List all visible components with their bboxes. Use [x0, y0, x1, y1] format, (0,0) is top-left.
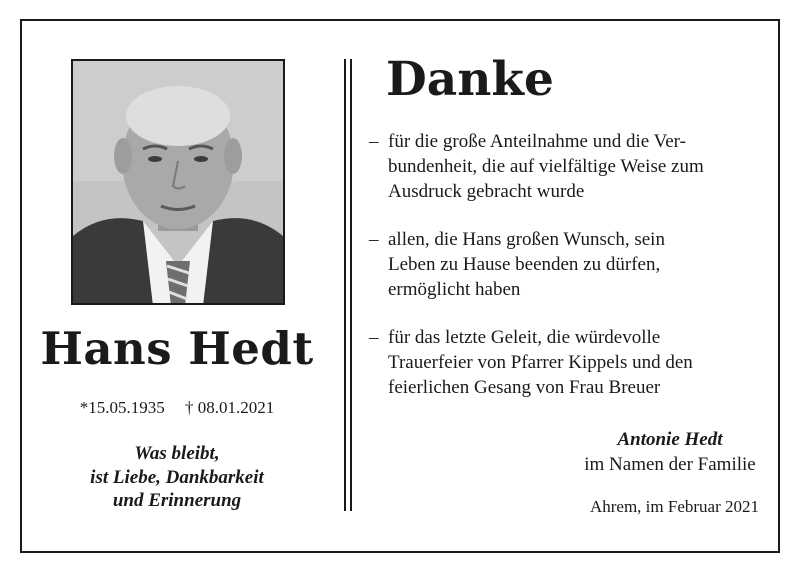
motto-line: ist Liebe, Dankbarkeit — [90, 466, 264, 488]
signature-block — [530, 427, 800, 477]
thanks-line: bundenheit, die auf vielfältige Weise zum — [388, 156, 704, 177]
divider-line — [350, 59, 352, 511]
thanks-line: für das letzte Geleit, die würdevolle — [388, 327, 661, 348]
thanks-item — [369, 227, 769, 302]
deceased-name: Hans Hedt — [40, 322, 314, 375]
thanks-line: Leben zu Hause beenden zu dürfen, — [388, 254, 661, 275]
heading: Danke — [386, 52, 554, 107]
portrait-photo — [71, 59, 285, 305]
death-date: † 08.01.2021 — [185, 398, 275, 417]
motto-line: und Erinnerung — [112, 490, 242, 511]
thanks-line: allen, die Hans großen Wunsch, sein — [388, 229, 665, 250]
motto — [26, 442, 328, 513]
thanks-line: Ausdruck gebracht wurde — [388, 181, 585, 202]
signer-role: im Namen der Familie — [584, 454, 756, 475]
birth-date: *15.05.1935 — [79, 398, 165, 417]
thanks-item — [369, 325, 769, 400]
dash: – — [369, 229, 379, 250]
motto-line: Was bleibt, — [134, 443, 220, 464]
divider-line — [344, 59, 346, 511]
dash: – — [369, 327, 379, 348]
signer-name: Antonie Hedt — [617, 429, 723, 450]
thanks-line: feierlichen Gesang von Frau Breuer — [388, 377, 661, 398]
dash: – — [369, 131, 379, 152]
thanks-line: Trauerfeier von Pfarrer Kippels und den — [388, 352, 693, 373]
thanks-line: für die große Anteilnahme und die Ver- — [388, 131, 686, 152]
thanks-item — [369, 129, 769, 204]
life-dates — [26, 398, 328, 418]
thanks-list — [369, 129, 769, 423]
thanks-line: ermöglicht haben — [388, 279, 521, 300]
place-date: Ahrem, im Februar 2021 — [589, 497, 759, 516]
